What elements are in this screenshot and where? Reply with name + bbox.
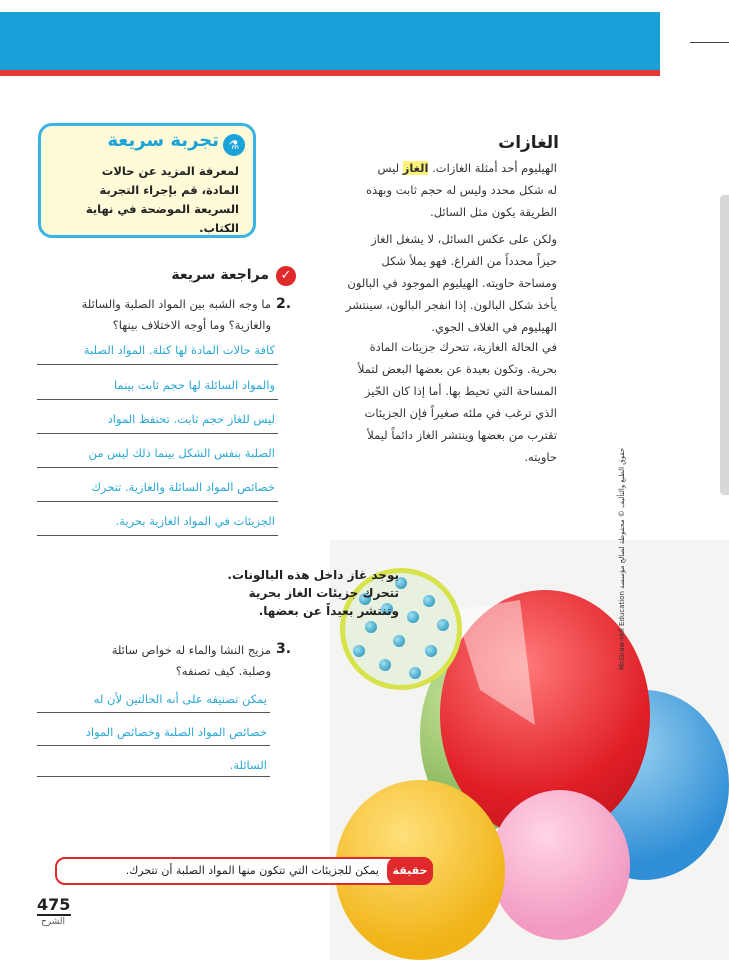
gases-p1-line3: الطريقة يكون مثل السائل. [430, 205, 557, 219]
page-number-rule [37, 914, 71, 916]
page-number: 475 [37, 895, 71, 914]
gases-paragraph-2 [297, 228, 557, 338]
scroll-edge [720, 195, 729, 495]
gas-molecule [393, 635, 405, 647]
gases-p3-line: بحرية. وتكون بعيدة عن بعضها البعض لتملأ [357, 362, 557, 376]
question-2-text [31, 294, 271, 336]
quick-experiment-line: المادة، قم بإجراء التجربة [99, 183, 239, 197]
top-rule [690, 42, 729, 43]
answer-2-line[interactable]: الصلبة بنفس الشكل بينما ذلك ليس من [88, 446, 275, 460]
gases-p2-line: يأخذ شكل البالون. إذا انفجر البالون، سينتشر [345, 298, 557, 312]
gases-p2-line: ولكن على عكس السائل، لا يشغل الغاز [371, 232, 557, 246]
gases-paragraph-1 [317, 157, 557, 223]
answer-3-line[interactable]: خصائص المواد الصلبة وخصائص المواد [85, 725, 267, 739]
header-band [0, 12, 660, 70]
gases-p3-line: في الحالة الغازية، تتحرك جزيئات المادة [369, 340, 557, 354]
quick-experiment-line: لمعرفة المزيد عن حالات [101, 164, 239, 178]
answer-2-line[interactable]: الجزيئات في المواد الغازية بحرية. [115, 514, 275, 528]
answer-rule [37, 535, 278, 536]
quick-experiment-title: تجربة سريعة [107, 130, 219, 151]
quick-experiment-line: الكتاب. [199, 221, 239, 235]
gas-term: الغاز [402, 161, 429, 175]
flask-icon: ⚗ [223, 134, 245, 156]
gas-molecule [407, 611, 419, 623]
fact-box [55, 857, 433, 885]
gases-p2-line: الهيليوم في الغلاف الجوي. [431, 320, 557, 334]
answer-3-line[interactable]: السائلة. [229, 758, 267, 772]
gas-molecule [437, 619, 449, 631]
answer-rule [37, 776, 270, 777]
fact-tag: حقيقة [387, 857, 433, 885]
quick-review-title: مراجعة سريعة [171, 267, 269, 283]
caption-line: تتحرك جزيئات الغاز بحرية [248, 586, 399, 600]
answer-2-line[interactable]: خصائص المواد السائلة والغازية. تتحرك [91, 480, 275, 494]
answer-rule [37, 745, 270, 746]
header-red-line [0, 70, 660, 76]
quick-experiment-box [38, 123, 256, 238]
gases-p3-line: حاويته. [524, 450, 557, 464]
gases-p3-line: الذي ترغب في ملئه صغيراً فإن الجزيئات [364, 406, 557, 420]
answer-rule [37, 712, 270, 713]
gases-p1-rest: ليس [377, 161, 400, 175]
answer-rule [37, 467, 278, 468]
checkmark-icon: ✓ [276, 266, 296, 286]
question-2-line: والغازية؟ وما أوجه الاختلاف بينها؟ [112, 318, 271, 332]
answer-2-line[interactable]: والمواد السائلة لها حجم ثابت بينما [113, 378, 275, 392]
question-3-line: مزيج النشا والماء له خواص سائلة [111, 643, 271, 657]
figure-caption [179, 566, 399, 620]
answer-3-line[interactable]: يمكن تصنيفه على أنه الحالتين لأن له [93, 692, 267, 706]
quick-experiment-line: السريعة الموضحة في نهاية [85, 202, 239, 216]
caption-line: وتنتشر بعيداً عن بعضها. [258, 604, 399, 618]
gas-molecule [409, 667, 421, 679]
gases-title: الغازات [498, 133, 559, 153]
question-2-number: 2. [276, 296, 292, 312]
gases-p1-line2: له شكل محدد وليس له حجم ثابت وبهذه [365, 183, 557, 197]
gases-p3-line: تقترب من بعضها وينتشر الغاز دائماً ليملأ [367, 428, 557, 442]
question-2-line: ما وجه الشبه بين المواد الصلبة والسائلة [81, 297, 271, 311]
question-3-line: وصلبة. كيف تصنفه؟ [175, 664, 271, 678]
answer-rule [37, 433, 278, 434]
gas-molecule [353, 645, 365, 657]
answer-rule [37, 364, 278, 365]
answer-rule [37, 399, 278, 400]
answer-2-line[interactable]: ليس للغاز حجم ثابت. تحتفظ المواد [107, 412, 275, 426]
gases-p1-pre: الهيليوم أحد أمثلة الغازات. [432, 161, 557, 175]
image-credit: McGraw-Hill Education حقوق الطبع والتأليف © محفوظة لصالح مؤسسة [618, 447, 626, 670]
quick-experiment-body [69, 162, 239, 238]
gas-molecule [425, 645, 437, 657]
gases-paragraph-3 [297, 336, 557, 468]
gases-p2-line: ومساحة حاويته. الهيليوم الموجود في البالون [347, 276, 557, 290]
gas-molecule [423, 595, 435, 607]
pink-balloon [490, 790, 630, 940]
gases-p3-line: المساحة التي تحيط بها. أما إذا كان الحّيز [364, 384, 557, 398]
caption-line: يوجد غاز داخل هذه البالونات. [227, 568, 399, 582]
answer-2-line[interactable]: كافة حالات المادة لها كتلة. المواد الصلبة [83, 343, 275, 357]
gas-molecule [365, 621, 377, 633]
gases-p2-line: حيزاً محدداً من الفراغ. فهو يملأ شكل [381, 254, 557, 268]
question-3-text [41, 640, 271, 682]
page-label: الشرح [41, 917, 66, 927]
answer-rule [37, 501, 278, 502]
question-3-number: 3. [276, 641, 292, 657]
gas-molecule [379, 659, 391, 671]
fact-text: يمكن للجزيئات التي تتكون منها المواد الصلبة أن تتحرك. [125, 864, 379, 877]
